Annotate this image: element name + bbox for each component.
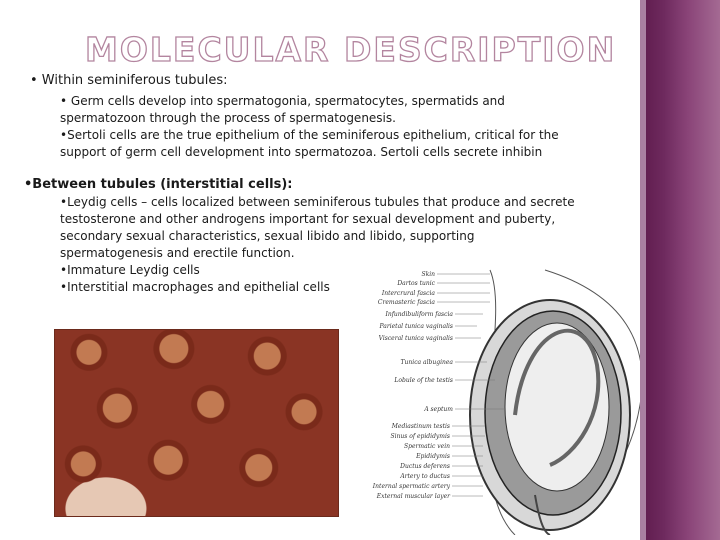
tubules-micrograph xyxy=(54,329,339,517)
diagram-label: Skin xyxy=(421,271,435,278)
bullet-between-tubules: •Between tubules (interstitial cells): xyxy=(24,177,293,192)
decorative-side-band xyxy=(640,0,720,540)
diagram-label: Tunica albuginea xyxy=(400,359,453,366)
text-line: •Immature Leydig cells xyxy=(60,263,200,277)
diagram-label: Lobule of the testis xyxy=(394,377,453,384)
testis-anatomy-diagram xyxy=(365,265,640,535)
diagram-label: Spermatic vein xyxy=(404,443,450,450)
diagram-label: Mediastinum testis xyxy=(391,423,450,430)
text-line: testosterone and other androgens important for sexual development and puberty, xyxy=(60,212,556,226)
diagram-label: Cremasteric fascia xyxy=(377,299,435,306)
text-line: support of germ cell development into spermatozoa. Sertoli cells secrete inhibin xyxy=(60,145,543,159)
diagram-label: Infundibuliform fascia xyxy=(385,311,453,318)
text-line: •Interstitial macrophages and epithelial cells xyxy=(60,280,330,294)
diagram-label: Epididymis xyxy=(416,453,450,460)
slide-title: MOLECULAR DESCRIPTION xyxy=(85,30,617,69)
diagram-label: Sinus of epididymis xyxy=(390,433,450,440)
diagram-label: Visceral tunica vaginalis xyxy=(378,335,453,342)
diagram-labels-layer xyxy=(365,265,640,535)
diagram-label: Dartos tunic xyxy=(397,280,435,287)
diagram-label: Artery to ductus xyxy=(400,473,450,480)
diagram-label: Parietal tunica vaginalis xyxy=(379,323,453,330)
text-line: •Sertoli cells are the true epithelium of the seminiferous epithelium, critical for the xyxy=(60,128,559,142)
diagram-label: External muscular layer xyxy=(376,493,450,500)
within-tubules-details xyxy=(60,93,620,161)
diagram-label: A septum xyxy=(424,406,453,413)
bullet-within-tubules: • Within seminiferous tubules: xyxy=(30,73,228,88)
text-line: secondary sexual characteristics, sexual libido and libido, supporting xyxy=(60,229,475,243)
text-line: •Leydig cells – cells localized between seminiferous tubules that produce and secrete xyxy=(60,195,575,209)
text-line: • Germ cells develop into spermatogonia, spermatocytes, spermatids and xyxy=(60,94,505,108)
text-line: spermatogenesis and erectile function. xyxy=(60,246,295,260)
text-line: spermatozoon through the process of spermatogenesis. xyxy=(60,111,396,125)
diagram-label: Internal spermatic artery xyxy=(372,483,450,490)
diagram-label: Ductus deferens xyxy=(400,463,450,470)
diagram-label: Intercrural fascia xyxy=(381,290,435,297)
